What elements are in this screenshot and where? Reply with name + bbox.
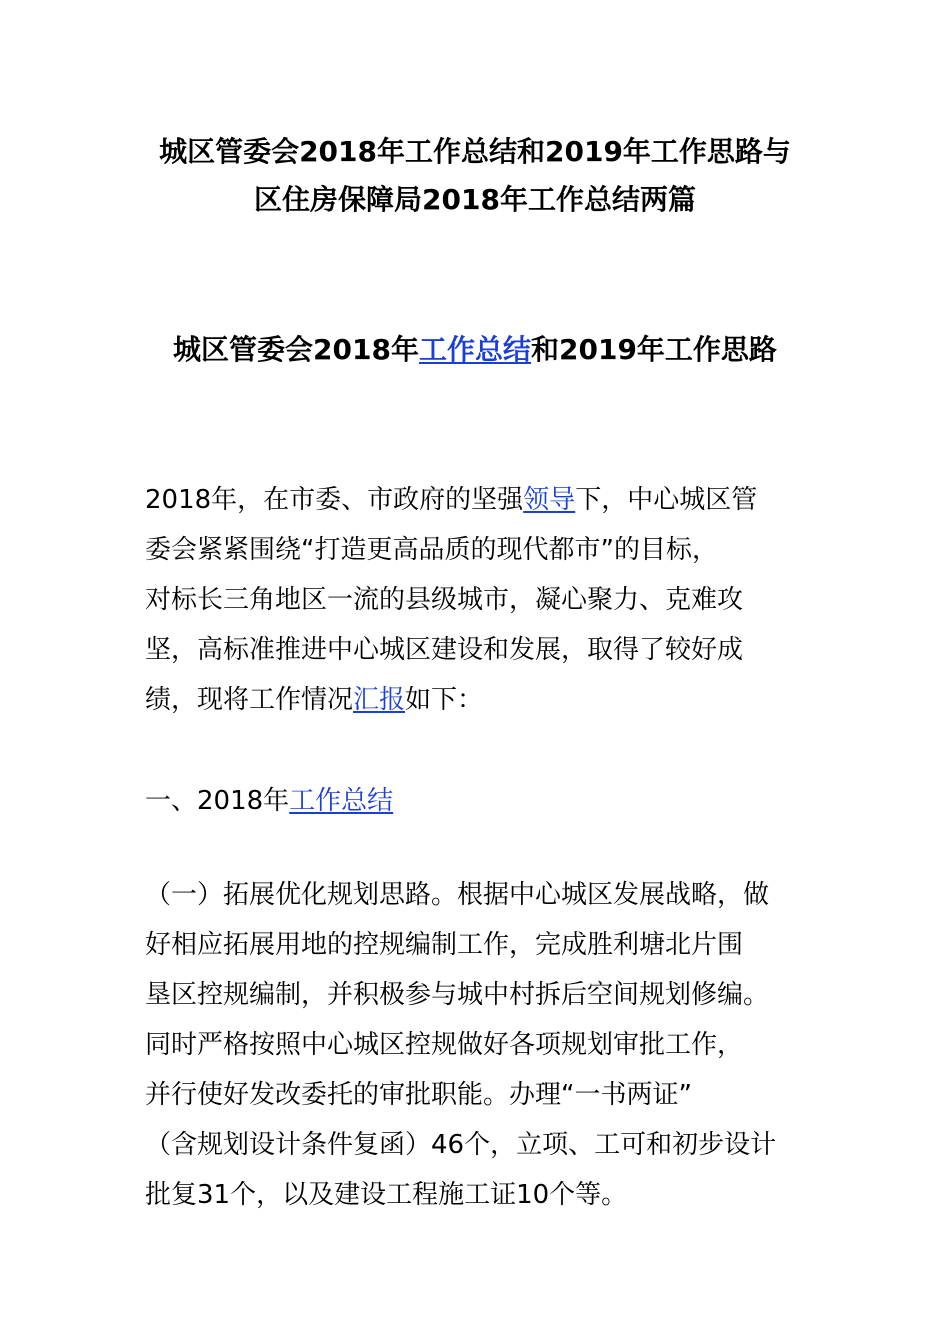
work-summary-link[interactable]: 工作总结 [418,333,531,366]
intro-line-4: 坚，高标准推进中心城区建设和发展，取得了较好成 [145,635,744,665]
item-1-line-7: 批复31个，以及建设工程施工证10个等。 [145,1180,628,1210]
item-1-line-3: 垦区控规编制，并积极参与城中村拆后空间规划修编。 [145,980,770,1010]
section-heading-text-before: 城区管委会2018年 [173,333,419,366]
section-1-work-summary-link[interactable]: 工作总结 [289,786,394,816]
section-heading [0,330,950,370]
report-link[interactable]: 汇报 [353,685,406,715]
intro-line-5-after: 如下： [405,685,484,715]
item-1-line-1: （一）拓展优化规划思路。根据中心城区发展战略，做 [145,880,770,910]
intro-paragraph [145,475,845,725]
intro-line-1-before: 2018年，在市委、市政府的坚强 [145,485,524,515]
section-1-text: 一、2018年 [145,786,290,816]
item-1-line-5: 并行使好发改委托的审批职能。办理“一书两证” [145,1080,692,1110]
section-1-heading [145,776,845,826]
intro-line-3: 对标长三角地区一流的县级城市，凝心聚力、克难攻 [145,585,744,615]
item-1-paragraph [145,870,845,1220]
intro-line-5-before: 绩，现将工作情况 [145,685,354,715]
item-1-line-6: （含规划设计条件复函）46个，立项、工可和初步设计 [145,1130,777,1160]
document-title-line-1: 城区管委会2018年工作总结和2019年工作思路与 [159,135,791,168]
section-heading-text-after: 和2019年工作思路 [531,333,777,366]
section-1-line [145,776,845,826]
item-1-line-4: 同时严格按照中心城区控规做好各项规划审批工作， [145,1030,744,1060]
item-1-line-2: 好相应拓展用地的控规编制工作，完成胜利塘北片围 [145,930,744,960]
intro-line-5 [145,675,845,725]
leadership-link[interactable]: 领导 [523,485,576,515]
intro-line-2: 委会紧紧围绕“打造更高品质的现代都市”的目标， [145,535,718,565]
intro-line-1-after: 下，中心城区管 [575,485,758,515]
document-title-line-2: 区住房保障局2018年工作总结两篇 [254,183,696,216]
intro-line-1 [145,475,845,525]
